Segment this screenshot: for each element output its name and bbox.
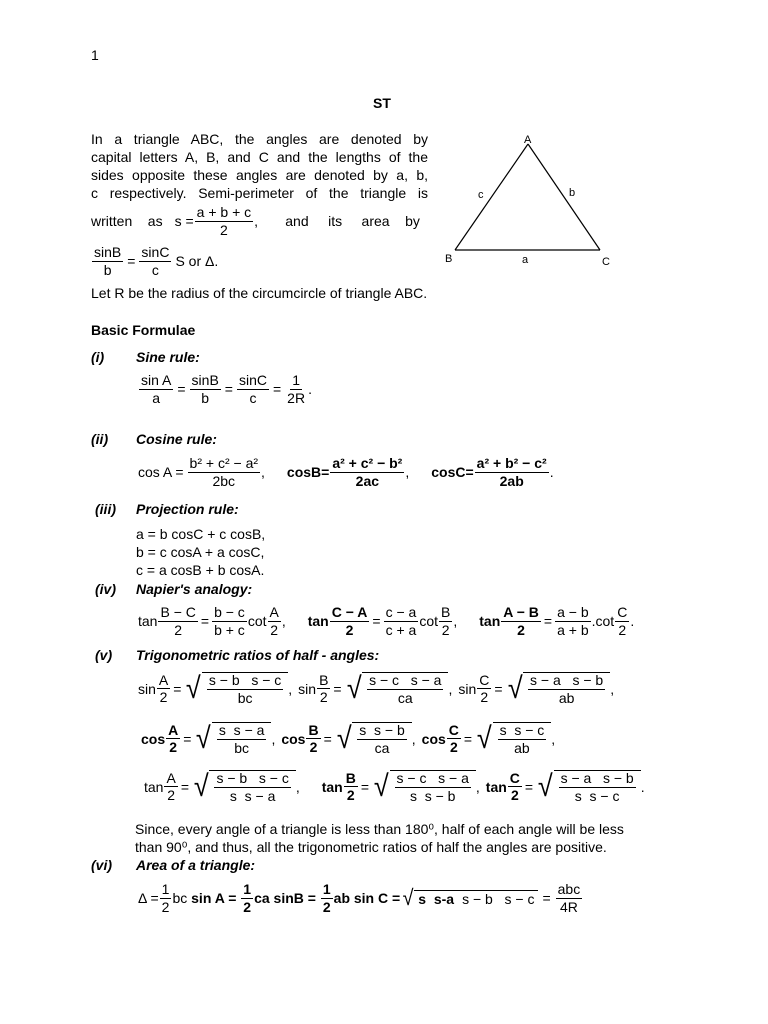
radical-sign: √ xyxy=(507,671,523,705)
a-over-2 xyxy=(268,605,281,637)
fraction-denominator: a + b xyxy=(557,621,589,638)
fraction-denominator: b xyxy=(201,389,210,406)
b-over-2 xyxy=(306,723,320,755)
comma: , xyxy=(288,680,293,697)
fraction-denominator: 2 xyxy=(270,621,279,638)
fraction-denominator: c + a xyxy=(385,621,417,638)
sinc-over-c xyxy=(139,245,171,277)
tan-a-radicand xyxy=(214,771,290,803)
tan-text: tan xyxy=(307,613,329,630)
sinc-over-c xyxy=(237,373,269,405)
fraction-numerator: A − B xyxy=(503,604,539,620)
ratio-line xyxy=(91,245,218,277)
c-over-2 xyxy=(447,723,461,755)
intro-line-3: sides opposite these angles are denoted by a, b, xyxy=(91,167,428,183)
fraction-numerator: C xyxy=(448,721,459,738)
fraction-denominator: ab xyxy=(558,689,575,706)
cosc-fraction xyxy=(475,456,549,488)
radical-sign: √ xyxy=(373,769,389,803)
fraction-numerator: b² + c² − a² xyxy=(189,455,259,471)
equals-sign: = xyxy=(272,381,282,398)
equals-sign: = xyxy=(173,680,182,697)
sine-rule-number: (i) xyxy=(91,349,105,365)
tan-c-radicand xyxy=(559,771,636,803)
cosb-fraction xyxy=(330,456,404,488)
area-formula xyxy=(138,882,583,914)
fraction-numerator: s − a s − b xyxy=(560,770,634,786)
tan-text: tan xyxy=(321,778,343,795)
cos-a-radicand xyxy=(217,723,267,755)
a-over-2 xyxy=(166,723,180,755)
equals-sign: = xyxy=(177,381,186,398)
b-minus-c-over-2 xyxy=(158,605,197,637)
b-minus-c-over-b-plus-c xyxy=(212,605,247,637)
sin-text: sin xyxy=(458,680,477,697)
comma: , xyxy=(295,778,300,795)
comma: , xyxy=(610,680,615,697)
cot-text: .cot xyxy=(591,613,615,630)
fraction-numerator: sinC xyxy=(141,244,170,260)
sin-b-radicand xyxy=(367,673,443,705)
fraction-numerator: sin A xyxy=(141,372,172,388)
comma: , xyxy=(405,464,410,481)
sqrt xyxy=(195,722,271,755)
tan-text: tan xyxy=(144,778,164,795)
side-c-line xyxy=(455,144,528,250)
equals-sign: = xyxy=(200,613,210,630)
comma: , xyxy=(551,730,556,747)
comma: , xyxy=(261,464,265,481)
cosine-rule-number: (ii) xyxy=(91,431,109,447)
a-over-2 xyxy=(157,673,170,705)
fraction-denominator: ca xyxy=(374,739,390,756)
fraction-numerator: sinC xyxy=(238,372,267,388)
sqrt-bold-part: s s-a xyxy=(418,890,455,907)
equals-sign: = xyxy=(180,778,189,795)
half-angles-label: Trigonometric ratios of half - angles: xyxy=(136,647,380,663)
tan-text: tan xyxy=(138,613,158,630)
fraction-numerator: C xyxy=(479,671,490,688)
b-over-2 xyxy=(317,673,330,705)
fraction-numerator: a + b + c xyxy=(196,204,252,220)
fraction-denominator: 2 xyxy=(220,221,228,238)
one-half xyxy=(241,882,253,914)
fraction-numerator: s s − a xyxy=(218,722,265,738)
fraction-denominator: 2ac xyxy=(355,472,380,489)
c-over-2 xyxy=(615,605,629,637)
cos-c-radicand xyxy=(498,723,547,755)
sinb-over-b xyxy=(92,245,123,277)
fraction-denominator: ab xyxy=(514,739,530,756)
fraction-numerator: s − c s − a xyxy=(369,672,442,688)
cos-b-radicand xyxy=(357,723,407,755)
ab-sinc-text: ab sin C = xyxy=(333,890,401,907)
projection-line-3: c = a cosB + b cosA. xyxy=(136,562,265,578)
equals-sign: = xyxy=(323,730,332,747)
vertex-a-label: A xyxy=(524,134,532,146)
equals-sign: = xyxy=(333,680,342,697)
napier-number: (iv) xyxy=(95,581,116,597)
intro-paragraph xyxy=(91,130,428,202)
fraction-denominator: 2 xyxy=(167,787,176,804)
projection-line-2: b = c cosA + a cosC, xyxy=(136,544,265,560)
semi-perimeter-fraction xyxy=(195,205,253,237)
sqrt xyxy=(537,770,641,803)
period: . xyxy=(640,778,645,795)
page-number: 1 xyxy=(91,47,99,63)
fraction-denominator: b + c xyxy=(214,621,245,638)
circumradius-line: Let R be the radius of the circumcircle of triangle ABC. xyxy=(91,285,428,301)
intro-line-2: capital letters A, B, and C and the lengths of the xyxy=(91,149,428,165)
equals-sign: = xyxy=(494,680,503,697)
fraction-numerator: s s − c xyxy=(499,722,545,738)
fraction-denominator: 2 xyxy=(510,787,519,804)
abc-over-4r xyxy=(556,882,583,914)
b-over-2 xyxy=(344,771,358,803)
sqrt xyxy=(193,770,296,803)
radical-sign: √ xyxy=(537,769,553,803)
fraction-denominator: c xyxy=(249,389,257,406)
vertex-c-label: C xyxy=(602,256,610,268)
radical-sign: √ xyxy=(186,671,202,705)
period: . xyxy=(549,464,554,481)
sin-c-radicand xyxy=(528,673,605,705)
fraction-denominator: b xyxy=(103,261,112,278)
tan-text: tan xyxy=(485,778,507,795)
bc-text: bc xyxy=(172,890,188,907)
equals-sign: = xyxy=(524,778,534,795)
cos-text: cos xyxy=(421,730,446,747)
projection-line-1: a = b cosC + c cosB, xyxy=(136,526,266,542)
sina-over-a xyxy=(139,373,173,405)
side-c-label: c xyxy=(478,189,484,201)
side-b-label: b xyxy=(569,187,576,199)
cot-text: cot xyxy=(247,613,267,630)
fraction-denominator: 2 xyxy=(169,739,178,756)
cot-text: cot xyxy=(419,613,439,630)
fraction-denominator: s s − c xyxy=(574,787,620,804)
tan-text: tan xyxy=(479,613,501,630)
vertex-b-label: B xyxy=(445,253,453,265)
fraction-denominator: a xyxy=(152,389,161,406)
radical-sign: √ xyxy=(196,721,212,755)
fraction-numerator: a − b xyxy=(557,604,589,620)
fraction-denominator: 2 xyxy=(161,898,170,915)
one-half xyxy=(160,882,172,914)
c-minus-a-over-c-plus-a xyxy=(384,605,419,637)
fraction-denominator: ca xyxy=(397,689,413,706)
since-line-2: than 90⁰, and thus, all the trigonometric ratios of half the angles are positive. xyxy=(135,839,607,855)
page-title: ST xyxy=(373,95,391,111)
c-minus-a-over-2 xyxy=(330,605,370,637)
fraction-denominator: s s − b xyxy=(409,787,456,804)
fraction-numerator: sinB xyxy=(191,372,219,388)
sine-rule-formula xyxy=(138,373,312,405)
since-line-1: Since, every angle of a triangle is less than 180⁰, half of each angle will be less xyxy=(135,821,624,837)
tan-b-radicand xyxy=(395,771,471,803)
fraction-numerator: s − b s − c xyxy=(216,770,289,786)
cos-text: cos xyxy=(281,730,306,747)
triangle-diagram xyxy=(440,132,620,272)
fraction-denominator: 2ab xyxy=(499,472,524,489)
cos-half-angle-row xyxy=(141,722,555,755)
fraction-denominator: 2 xyxy=(618,621,627,638)
area-symbol-text: S or Δ. xyxy=(175,253,219,270)
napier-label: Napier's analogy: xyxy=(136,581,253,597)
fraction-denominator: 4R xyxy=(559,898,578,915)
semi-perimeter-line xyxy=(91,205,420,237)
fraction-denominator: s s − a xyxy=(229,787,276,804)
a-over-2 xyxy=(164,771,177,803)
one-half xyxy=(321,882,333,914)
sqrt xyxy=(402,887,538,909)
sqrt xyxy=(507,672,611,705)
sin-text: sin xyxy=(298,680,317,697)
fraction-numerator: s − c s − a xyxy=(396,770,469,786)
sin-text: sin xyxy=(138,680,156,697)
fraction-denominator: 2 xyxy=(309,739,318,756)
projection-rule-number: (iii) xyxy=(95,501,116,517)
equals-sign: = xyxy=(183,730,192,747)
sqrt xyxy=(185,672,288,705)
sqrt xyxy=(346,672,449,705)
fraction-numerator: B − C xyxy=(160,604,196,620)
fraction-numerator: B xyxy=(441,604,451,620)
fraction-numerator: 1 xyxy=(161,881,170,897)
intro-line-1: In a triangle ABC, the angles are denoted by xyxy=(91,131,428,147)
written-as-text: written as xyxy=(91,213,163,230)
radical-sign: √ xyxy=(336,721,352,755)
sqrt xyxy=(336,722,412,755)
radical-sign: √ xyxy=(346,671,362,705)
comma: , xyxy=(448,680,453,697)
equals-sign: = xyxy=(360,778,370,795)
basic-formulae-heading: Basic Formulae xyxy=(91,322,196,338)
fraction-numerator: 1 xyxy=(243,881,252,897)
fraction-numerator: B xyxy=(345,769,356,786)
fraction-numerator: A xyxy=(166,769,176,786)
fraction-denominator: 2 xyxy=(441,621,450,638)
fraction-denominator: 2 xyxy=(345,621,354,638)
cosine-rule-formula xyxy=(138,456,554,488)
fraction-denominator: c xyxy=(151,261,159,278)
cosb-equals: cosB= xyxy=(286,464,330,481)
area-by-text: , and its area by xyxy=(254,213,420,230)
sin-a-text: sin A = xyxy=(187,890,241,907)
s-equals: s = xyxy=(174,213,194,230)
period: . xyxy=(308,381,312,398)
fraction-numerator: s s − b xyxy=(359,722,405,738)
fraction-numerator: C xyxy=(509,769,520,786)
half-angles-number: (v) xyxy=(95,647,113,663)
fraction-denominator: 2 xyxy=(480,689,489,706)
comma: , xyxy=(453,613,458,630)
fraction-denominator: 2 xyxy=(346,787,355,804)
sqrt-rest-part: s − b s − c xyxy=(462,890,535,907)
fraction-numerator: s − b s − c xyxy=(208,672,282,688)
fraction-numerator: s − a s − b xyxy=(530,672,604,688)
radical-sign: √ xyxy=(402,885,414,911)
fraction-denominator: bc xyxy=(237,689,253,706)
c-over-2 xyxy=(508,771,522,803)
fraction-numerator: B xyxy=(319,671,329,688)
equals-sign: = xyxy=(224,381,233,398)
fraction-denominator: 2 xyxy=(449,739,458,756)
cosc-equals: cosC= xyxy=(431,464,474,481)
fraction-denominator: 2 xyxy=(174,621,183,638)
fraction-numerator: 1 xyxy=(322,881,331,897)
equals-sign: = xyxy=(372,613,381,630)
tan-half-angle-row xyxy=(144,770,645,803)
fraction-numerator: abc xyxy=(557,881,581,897)
projection-rule-label: Projection rule: xyxy=(136,501,239,517)
side-b-line xyxy=(528,144,600,250)
a-minus-b-over-2 xyxy=(501,605,541,637)
fraction-denominator: bc xyxy=(234,739,250,756)
ca-sinb-text: ca sinB = xyxy=(254,890,320,907)
sqrt xyxy=(476,722,551,755)
radical-sign: √ xyxy=(476,721,492,755)
comma: , xyxy=(411,730,416,747)
side-a-label: a xyxy=(522,254,529,266)
napier-formula xyxy=(138,605,634,637)
cosine-rule-label: Cosine rule: xyxy=(136,431,217,447)
intro-line-4: c respectively. Semi-perimeter of the triangle is xyxy=(91,185,428,201)
equals-sign: = xyxy=(542,890,551,907)
cos-text: cos xyxy=(141,730,166,747)
area-label: Area of a triangle: xyxy=(136,857,256,873)
radical-sign: √ xyxy=(193,769,209,803)
comma: , xyxy=(281,613,286,630)
fraction-denominator: 2R xyxy=(287,389,306,406)
a-minus-b-over-a-plus-b xyxy=(555,605,591,637)
cosa-equals: cos A = xyxy=(138,464,184,481)
sqrt xyxy=(373,770,476,803)
fraction-numerator: 1 xyxy=(292,372,301,388)
fraction-numerator: sinB xyxy=(94,244,122,260)
one-over-2r xyxy=(285,373,307,405)
fraction-numerator: A xyxy=(269,604,279,620)
b-over-2 xyxy=(439,605,452,637)
fraction-denominator: 2 xyxy=(243,898,252,915)
fraction-numerator: b − c xyxy=(214,604,245,620)
fraction-numerator: B xyxy=(308,721,319,738)
comma: , xyxy=(475,778,480,795)
sine-rule-label: Sine rule: xyxy=(136,349,200,365)
equals-sign: = xyxy=(463,730,473,747)
fraction-numerator: C − A xyxy=(331,604,368,620)
fraction-denominator: 2 xyxy=(517,621,525,638)
cosa-fraction xyxy=(188,456,260,488)
equals-sign: = xyxy=(127,253,136,270)
sinb-over-b xyxy=(190,373,221,405)
fraction-numerator: a² + c² − b² xyxy=(332,455,403,471)
fraction-denominator: 2bc xyxy=(212,472,236,489)
comma: , xyxy=(271,730,276,747)
fraction-numerator: a² + b² − c² xyxy=(476,455,547,471)
fraction-numerator: C xyxy=(617,604,628,620)
fraction-denominator: 2 xyxy=(319,689,328,706)
delta-equals: Δ = xyxy=(138,890,159,907)
period: . xyxy=(630,613,635,630)
area-number: (vi) xyxy=(91,857,112,873)
fraction-numerator: A xyxy=(158,671,169,688)
sin-a-radicand xyxy=(207,673,283,705)
c-over-2 xyxy=(477,673,491,705)
equals-sign: = xyxy=(543,613,553,630)
fraction-denominator: 2 xyxy=(159,689,168,706)
fraction-numerator: c − a xyxy=(385,604,417,620)
fraction-denominator: 2 xyxy=(322,898,331,915)
sin-half-angle-row xyxy=(138,672,614,705)
fraction-numerator: A xyxy=(168,721,179,738)
